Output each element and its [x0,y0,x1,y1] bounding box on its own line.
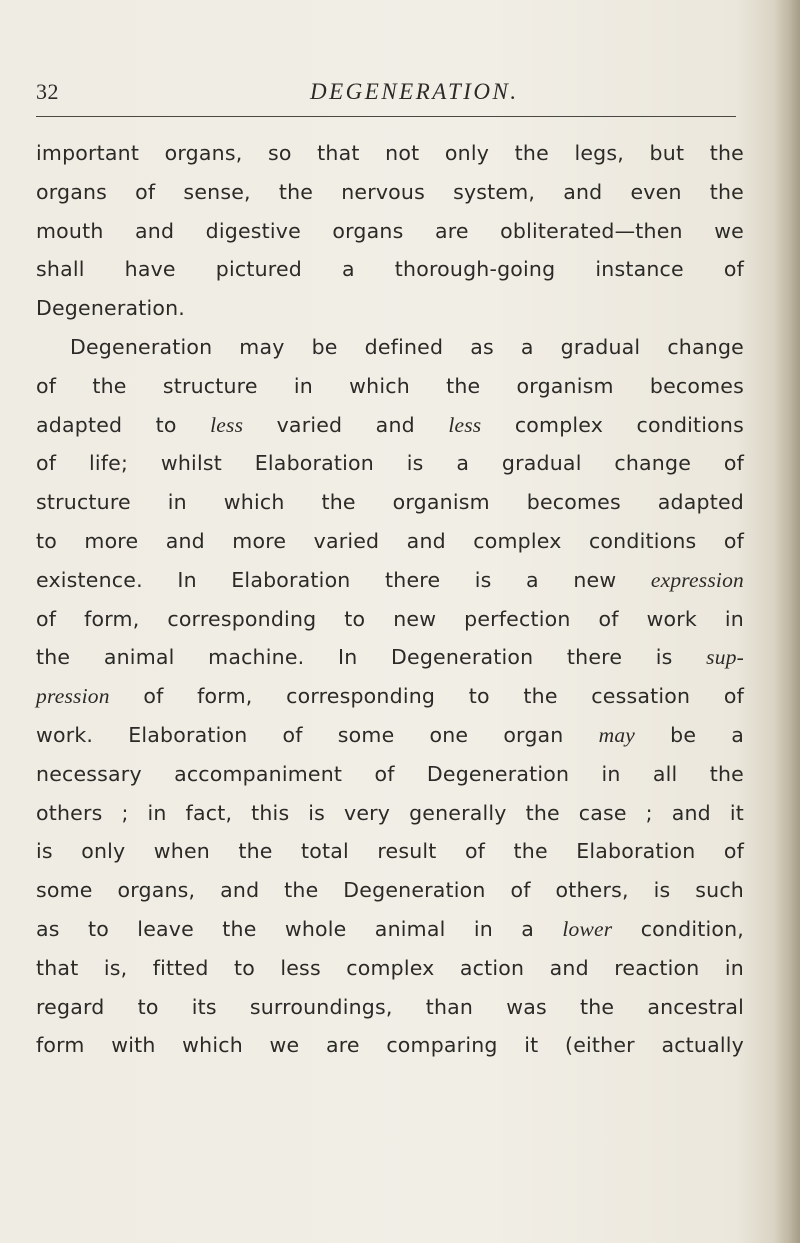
text-line: is only when the total result of the Elaboration of [36,839,744,864]
text-line: pression of form, corresponding to the cessation of [36,684,744,709]
text-line: others ; in fact, this is very generally the case ; and it [36,800,744,825]
text-line: mouth and digestive organs are obliterated—then we [36,218,744,243]
text-line: organs of sense, the nervous system, and even the [36,179,744,204]
italic-emphasis: sup- [706,645,744,670]
text-line: of form, corresponding to new perfection of work in [36,606,744,631]
italic-emphasis: expression [650,567,744,592]
text-line: important organs, so that not only the legs, but the [36,141,744,165]
header-rule [36,116,736,117]
italic-emphasis: may [598,722,636,747]
page-edge-shadow [774,0,800,1243]
text-line: of life; whilst Elaboration is a gradual change of [36,451,744,476]
body-text [36,134,744,1065]
italic-emphasis: lower [562,916,613,941]
text-line: some organs, and the Degeneration of others, is such [36,878,744,903]
text-line: that is, fitted to less complex action and reaction in [36,955,744,980]
running-head: DEGENERATION. [310,79,519,104]
text-line: Degeneration may be defined as a gradual change [70,334,744,359]
italic-emphasis: less [210,412,244,437]
page-number: 32 [36,79,59,104]
text-line: structure in which the organism becomes adapted [36,490,744,515]
text-line: shall have pictured a thorough-going instance of [36,257,744,282]
text-line: to more and more varied and complex conditions of [36,528,744,553]
page-header [0,72,800,112]
text-line: adapted to less varied and less complex conditions [36,412,745,437]
text-line: the animal machine. In Degeneration there is sup- [36,645,744,670]
text-line: Degeneration. [36,296,186,321]
italic-emphasis: pression [36,684,110,709]
text-line: form with which we are comparing it (either actually [36,1033,744,1058]
text-line: regard to its surroundings, than was the ancestral [36,994,744,1019]
text-line: as to leave the whole animal in a lower condition, [36,916,745,941]
italic-emphasis: less [448,412,482,437]
text-line: work. Elaboration of some one organ may be a [36,722,744,747]
text-line: necessary accompaniment of Degeneration in all the [36,761,744,786]
text-line: existence. In Elaboration there is a new expression [36,567,744,592]
text-line: of the structure in which the organism becomes [36,373,744,398]
